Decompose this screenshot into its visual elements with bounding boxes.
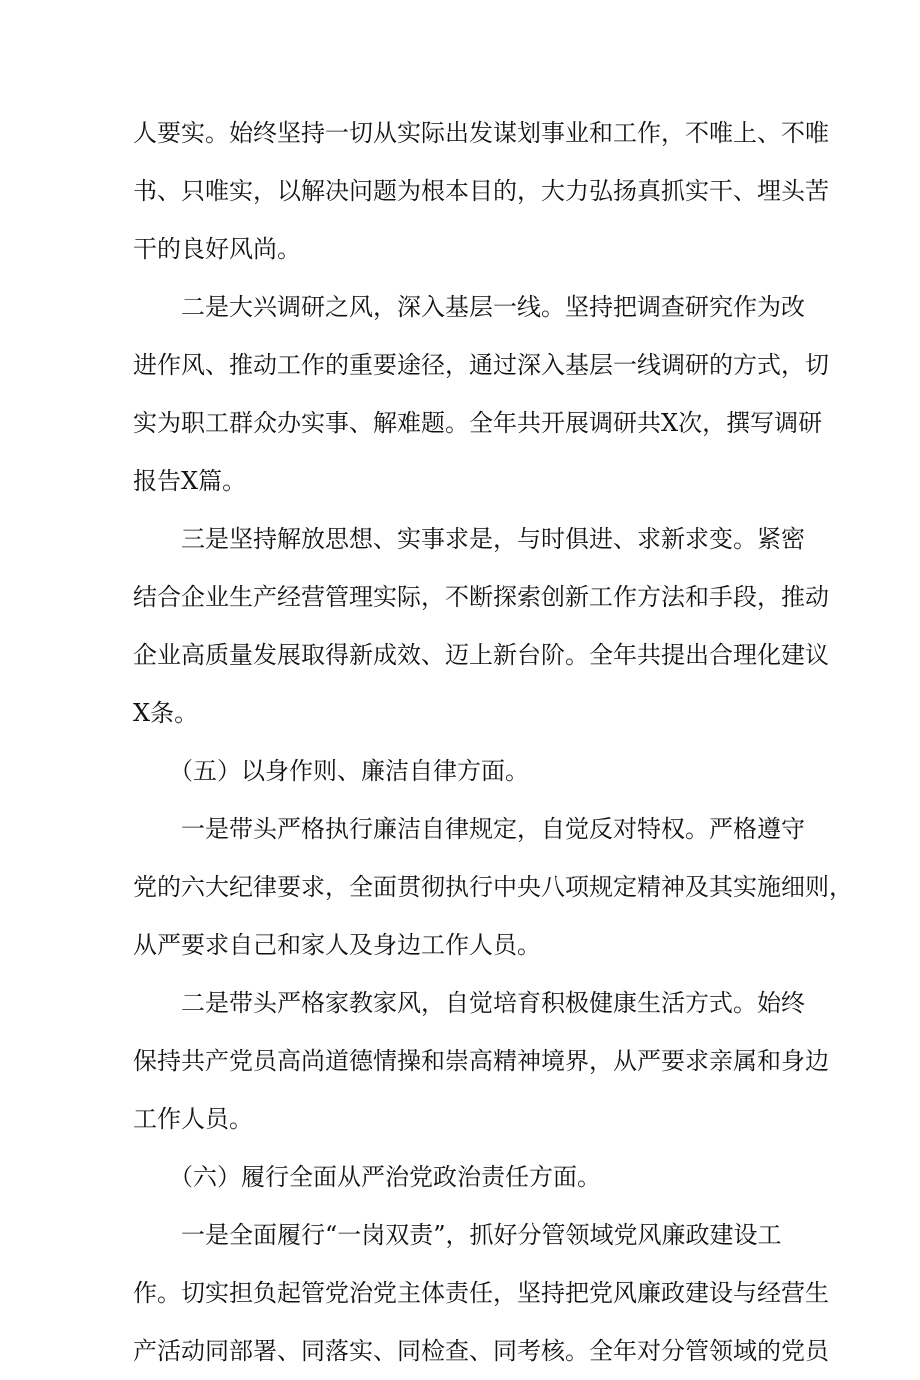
text-line: 从严要求自己和家人及身边工作人员。 [133, 931, 541, 959]
paragraph-start-line: 三是坚持解放思想、实事求是，与时俱进、求新求变。紧密 [181, 525, 805, 553]
paragraph-start-line: 一是带头严格执行廉洁自律规定，自觉反对特权。严格遵守 [181, 815, 805, 843]
section-heading: （五）以身作则、廉洁自律方面。 [169, 757, 529, 785]
text-line: 干的良好风尚。 [133, 235, 301, 263]
text-line: 产活动同部署、同落实、同检查、同考核。全年对分管领域的党员 [133, 1337, 829, 1365]
text-line: 实为职工群众办实事、解难题。全年共开展调研共X次，撰写调研 [133, 409, 823, 437]
text-line: 党的六大纪律要求，全面贯彻执行中央八项规定精神及其实施细则， [133, 873, 853, 901]
paragraph-start-line: 一是全面履行“一岗双责”，抓好分管领域党风廉政建设工 [181, 1221, 782, 1249]
text-line: 报告X篇。 [133, 467, 247, 495]
document-body [133, 104, 853, 1380]
paragraph-start-line: 二是大兴调研之风，深入基层一线。坚持把调查研究作为改 [181, 293, 805, 321]
text-line: 进作风、推动工作的重要途径，通过深入基层一线调研的方式，切 [133, 351, 829, 379]
text-line: 结合企业生产经营管理实际，不断探索创新工作方法和手段，推动 [133, 583, 829, 611]
text-line: 作。切实担负起管党治党主体责任，坚持把党风廉政建设与经营生 [133, 1279, 829, 1307]
text-line: 人要实。始终坚持一切从实际出发谋划事业和工作，不唯上、不唯 [133, 119, 829, 147]
text-line: 书、只唯实，以解决问题为根本目的，大力弘扬真抓实干、埋头苦 [133, 177, 829, 205]
text-line: X条。 [133, 699, 199, 727]
text-line: 工作人员。 [133, 1105, 253, 1133]
section-heading: （六）履行全面从严治党政治责任方面。 [169, 1163, 601, 1191]
text-line: 企业高质量发展取得新成效、迈上新台阶。全年共提出合理化建议 [133, 641, 829, 669]
text-line: 保持共产党员高尚道德情操和崇高精神境界，从严要求亲属和身边 [133, 1047, 829, 1075]
paragraph-start-line: 二是带头严格家教家风，自觉培育积极健康生活方式。始终 [181, 989, 805, 1017]
